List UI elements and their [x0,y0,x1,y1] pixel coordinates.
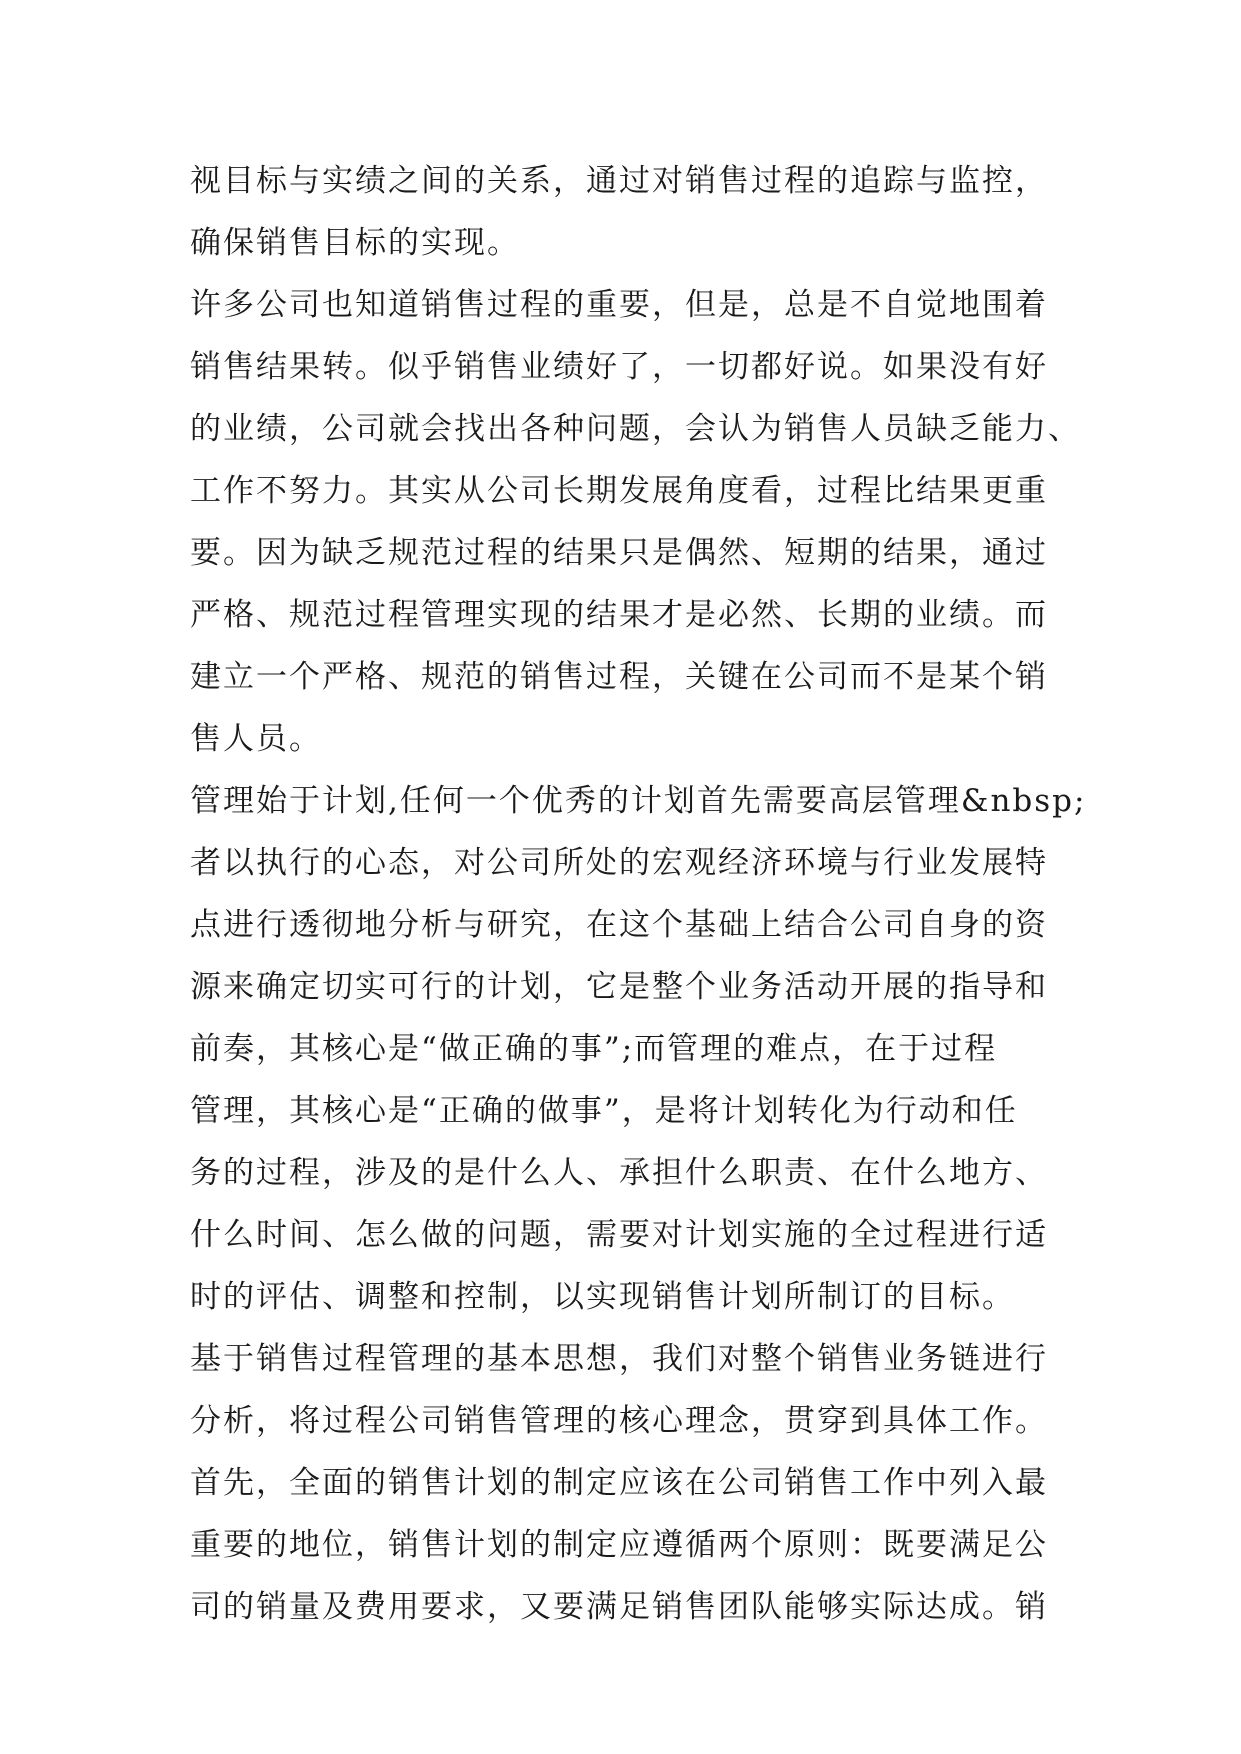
text-line: 售人员。 [190,721,322,757]
text-line: 视目标与实绩之间的关系，通过对销售过程的追踪与监控， [190,163,1048,199]
text-line: 建立一个严格、规范的销售过程，关键在公司而不是某个销 [190,659,1048,695]
text-line: 销售结果转。似乎销售业绩好了，一切都好说。如果没有好 [190,349,1048,385]
text-line: 管理始于计划,任何一个优秀的计划首先需要高层管理&nbsp; [190,783,1087,819]
text-line: 分析，将过程公司销售管理的核心理念，贯穿到具体工作。 [190,1403,1048,1439]
paragraph-1 [190,150,1070,274]
text-line: 什么时间、怎么做的问题，需要对计划实施的全过程进行适 [190,1217,1048,1253]
paragraph-2 [190,274,1081,770]
paragraph-4 [190,1328,1070,1452]
text-line: 时的评估、调整和控制，以实现销售计划所制订的目标。 [190,1279,1015,1315]
text-line: 前奏，其核心是“做正确的事”;而管理的难点，在于过程 [190,1031,998,1067]
text-line: 司的销量及费用要求，又要满足销售团队能够实际达成。销 [190,1589,1048,1625]
text-line: 确保销售目标的实现。 [190,225,520,261]
text-line: 者以执行的心态，对公司所处的宏观经济环境与行业发展特 [190,845,1048,881]
document-body [190,150,1087,1638]
paragraph-3 [190,770,1087,1328]
text-line: 首先，全面的销售计划的制定应该在公司销售工作中列入最 [190,1465,1048,1501]
text-line: 许多公司也知道销售过程的重要，但是，总是不自觉地围着 [190,287,1048,323]
text-line: 工作不努力。其实从公司长期发展角度看，过程比结果更重 [190,473,1048,509]
text-line: 重要的地位，销售计划的制定应遵循两个原则：既要满足公 [190,1527,1048,1563]
text-line: 务的过程，涉及的是什么人、承担什么职责、在什么地方、 [190,1155,1048,1191]
text-line: 要。因为缺乏规范过程的结果只是偶然、短期的结果，通过 [190,535,1048,571]
text-line: 严格、规范过程管理实现的结果才是必然、长期的业绩。而 [190,597,1048,633]
text-line: 基于销售过程管理的基本思想，我们对整个销售业务链进行 [190,1341,1048,1377]
paragraph-5 [190,1452,1070,1638]
text-line: 管理，其核心是“正确的做事”，是将计划转化为行动和任 [190,1093,1018,1129]
text-line: 的业绩，公司就会找出各种问题，会认为销售人员缺乏能力、 [190,411,1081,447]
text-line: 点进行透彻地分析与研究，在这个基础上结合公司自身的资 [190,907,1048,943]
text-line: 源来确定切实可行的计划，它是整个业务活动开展的指导和 [190,969,1048,1005]
